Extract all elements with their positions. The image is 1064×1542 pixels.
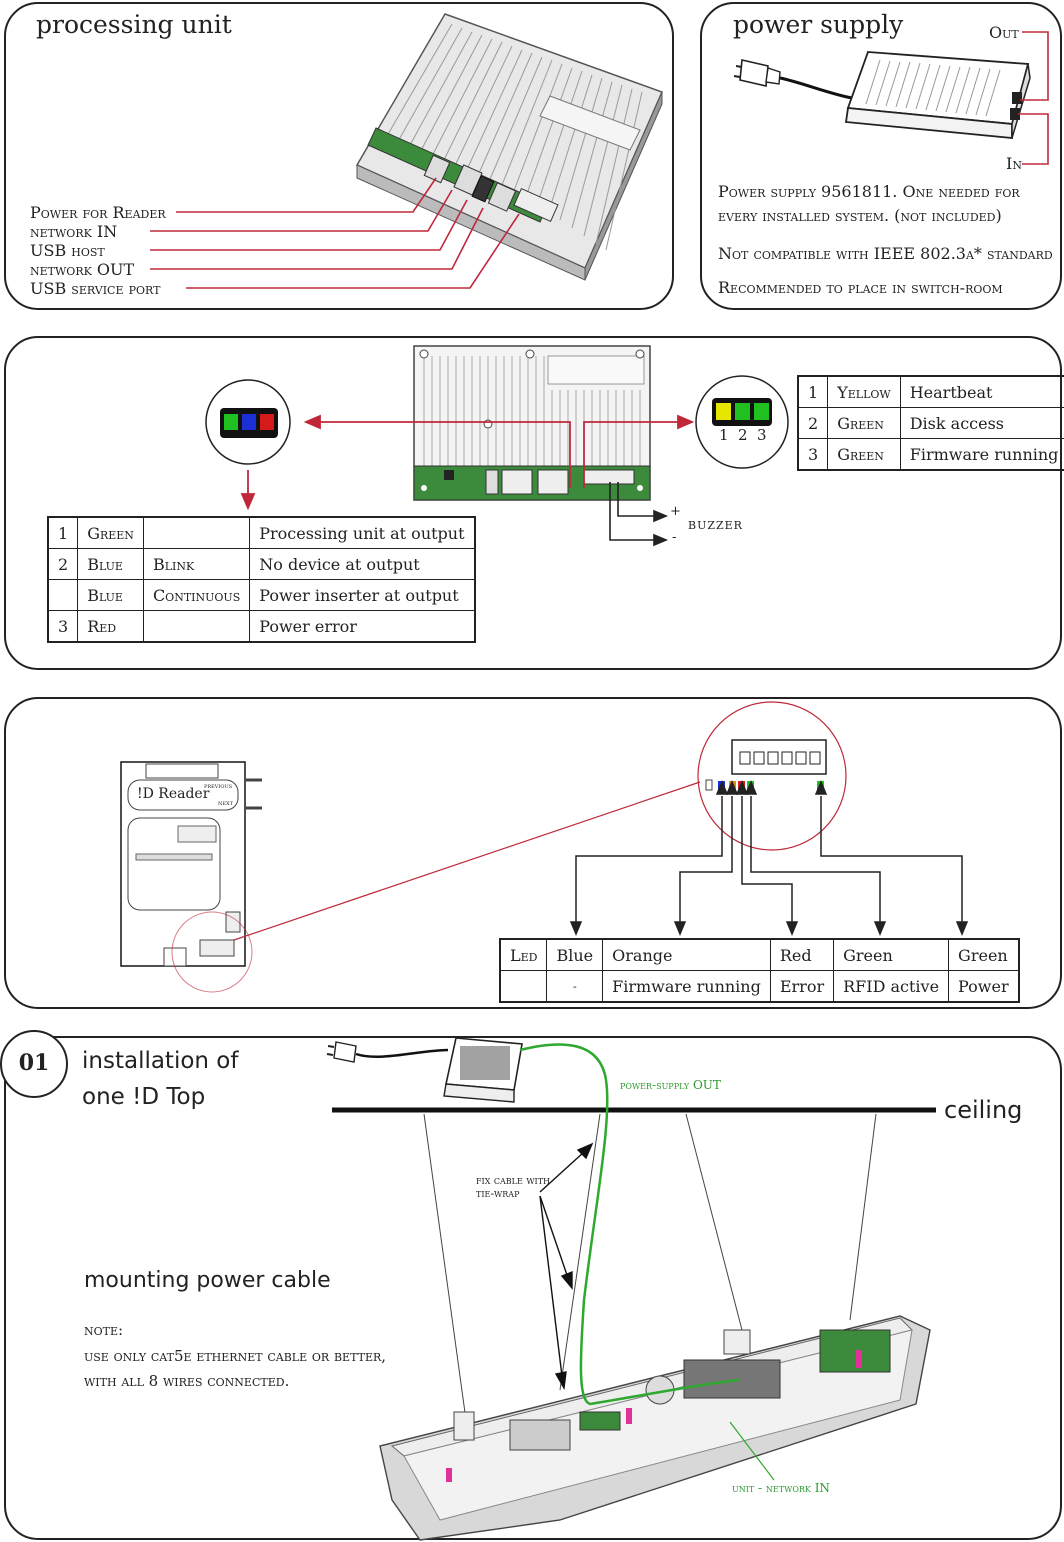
- note-line-2: with all 8 wires connected.: [84, 1372, 290, 1390]
- reader-next-label: next: [218, 799, 233, 807]
- table-row: 1 Yellow Heartbeat: [798, 376, 1064, 408]
- power-supply-note-3: Not compatible with IEEE 802.3a* standard: [718, 244, 1053, 263]
- table-row: Led Blue Orange Red Green Green: [500, 939, 1019, 971]
- power-supply-note-1: Power supply 9561811. One needed for: [718, 182, 1020, 201]
- install-title-line2: one !D Top: [82, 1084, 206, 1110]
- label-network-out: network OUT: [30, 260, 135, 279]
- fix-cable-label-1: fix cable with: [476, 1174, 551, 1187]
- table-row: 1 Green Processing unit at output: [48, 517, 475, 549]
- note-line-1: use only cat5e ethernet cable or better,: [84, 1347, 387, 1365]
- green-network-cable: [520, 1044, 740, 1404]
- table-row: 3 Green Firmware running: [798, 439, 1064, 471]
- note-title: note:: [84, 1321, 124, 1339]
- led-number-1: 1: [719, 426, 729, 444]
- processing-unit-title: processing unit: [36, 10, 232, 39]
- mounting-subtitle: mounting power cable: [84, 1268, 331, 1293]
- reader-label: !D Reader: [137, 786, 210, 802]
- table-row: 2 Blue Blink No device at output: [48, 549, 475, 580]
- buzzer-plus: +: [670, 504, 681, 519]
- ceiling-fixture: [380, 1316, 930, 1540]
- table-row: Blue Continuous Power inserter at output: [48, 580, 475, 611]
- label-usb-host: USB host: [30, 241, 105, 260]
- label-power-for-reader: Power for Reader: [30, 203, 166, 222]
- power-supply-note-2: every installed system. (not included): [718, 206, 1002, 225]
- reader-previous-label: previous: [204, 782, 233, 790]
- step-number: 01: [18, 1050, 50, 1076]
- led-number-2: 2: [738, 426, 748, 444]
- fix-cable-label-2: tie-wrap: [476, 1187, 520, 1200]
- power-supply-title: power supply: [733, 10, 904, 39]
- power-supply-note-4: Recommended to place in switch-room: [718, 278, 1003, 297]
- label-network-in: network IN: [30, 222, 118, 241]
- power-supply-in-label: In: [1006, 154, 1022, 173]
- ceiling-label: ceiling: [944, 1096, 1023, 1124]
- buzzer-minus: -: [672, 530, 677, 545]
- table-row: 2 Green Disk access: [798, 408, 1064, 439]
- led-number-3: 3: [757, 426, 767, 444]
- power-supply-out-tag: power-supply OUT: [620, 1078, 721, 1092]
- power-supply-out-label: Out: [989, 23, 1019, 42]
- label-usb-service-port: USB service port: [30, 279, 161, 298]
- install-title-line1: installation of: [82, 1048, 239, 1074]
- install-power-supply: [327, 1038, 522, 1102]
- buzzer-label: buzzer: [688, 514, 743, 533]
- table-row: 3 Red Power error: [48, 611, 475, 643]
- unit-network-in-tag: unit - network IN: [732, 1481, 830, 1495]
- table-row: - Firmware running Error RFID active Power: [500, 971, 1019, 1003]
